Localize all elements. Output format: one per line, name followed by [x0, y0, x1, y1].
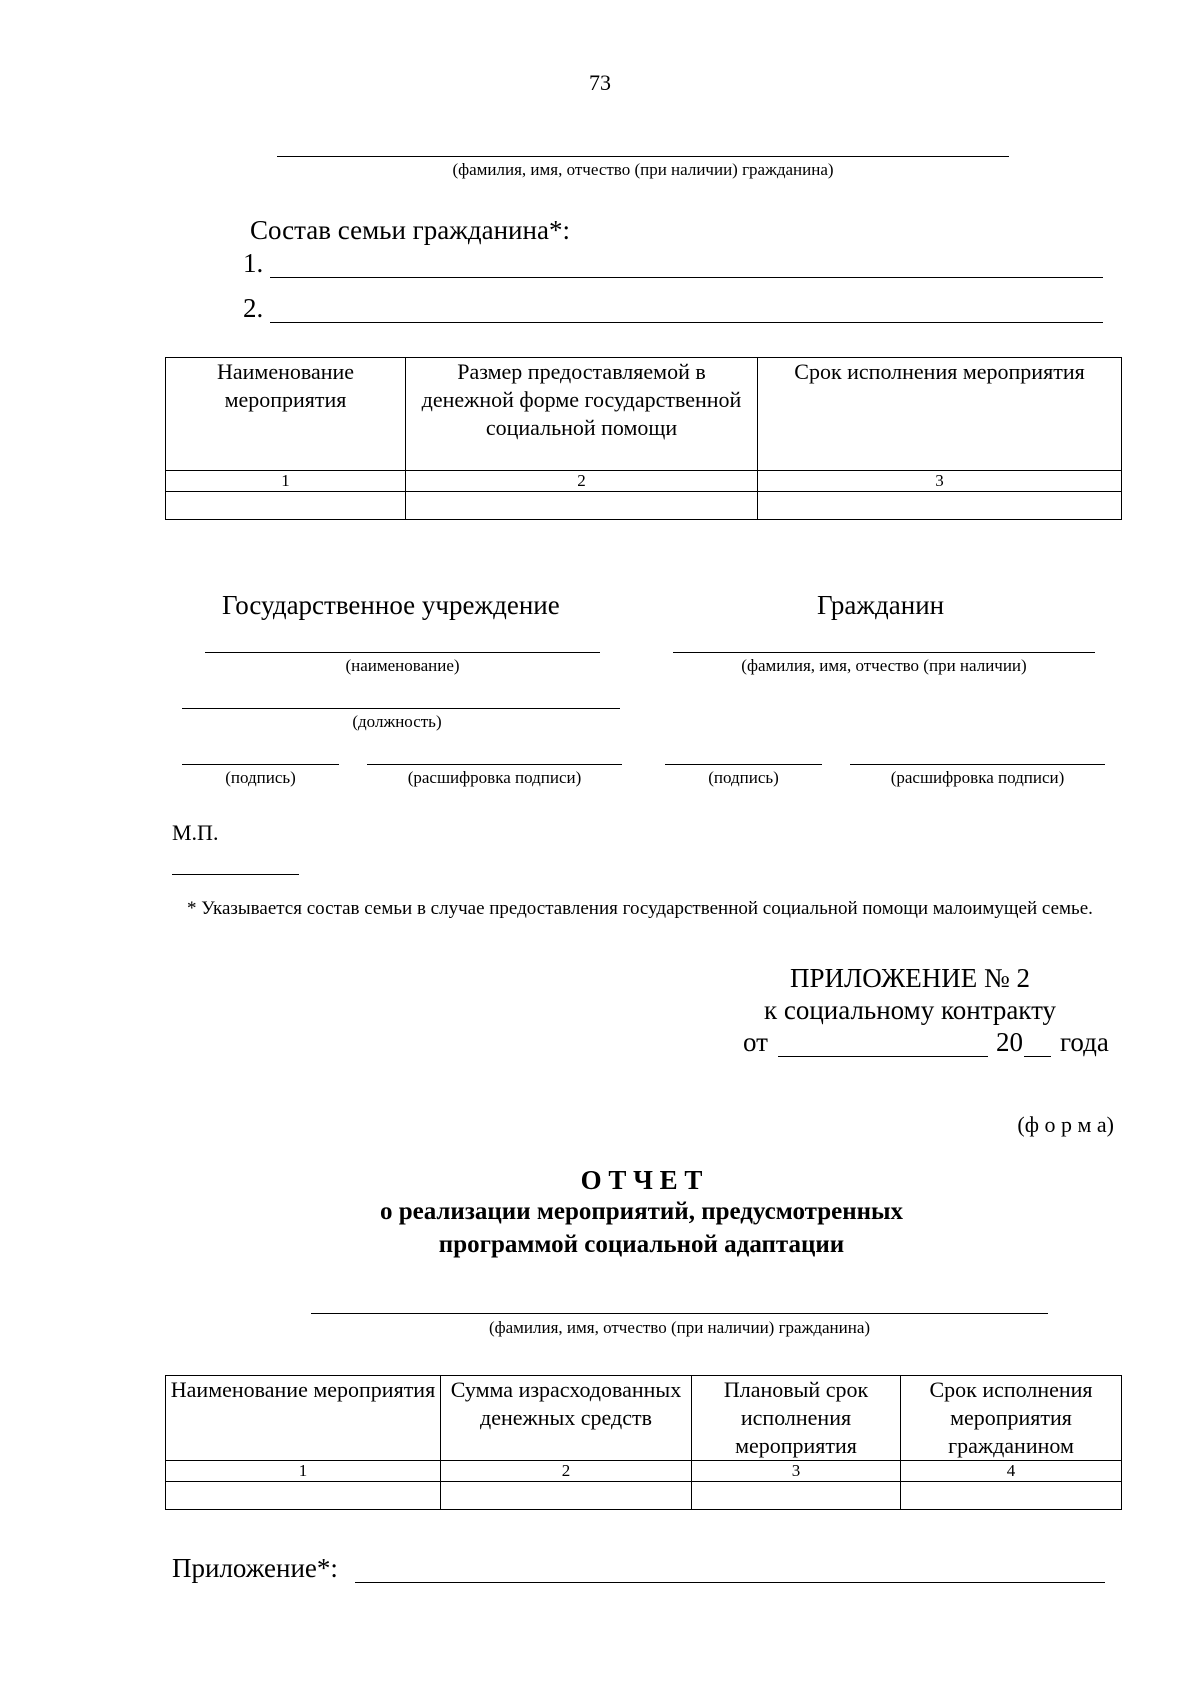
institution-name-caption: (наименование) [345, 656, 460, 675]
report-subtitle-2: программой социальной адаптации [438, 1231, 845, 1258]
institution-name-line[interactable] [205, 652, 600, 653]
report-citizen-name-caption: (фамилия, имя, отчество (при наличии) гражданина) [488, 1318, 871, 1337]
attachment-label: Приложение*: [172, 1553, 338, 1583]
table-header-row [166, 358, 1122, 471]
column-number: 1 [166, 471, 406, 492]
column-number: 2 [406, 471, 758, 492]
citizen-signature-caption: (подпись) [708, 768, 779, 787]
citizen-fullname-caption: (фамилия, имя, отчество (при наличии) [741, 656, 1027, 675]
table-cell[interactable] [692, 1482, 901, 1510]
form-label: (ф о р м а) [1017, 1112, 1114, 1137]
column-number: 1 [166, 1461, 441, 1482]
table-number-row [166, 471, 1122, 492]
table-cell[interactable] [901, 1482, 1122, 1510]
column-number: 3 [758, 471, 1122, 492]
family-heading: Состав семьи гражданина*: [250, 215, 570, 245]
table-cell[interactable] [166, 1482, 441, 1510]
appendix-date-line[interactable] [778, 1056, 988, 1057]
table-cell[interactable] [166, 492, 406, 520]
report-citizen-name-line[interactable] [311, 1313, 1048, 1314]
report-table [165, 1375, 1122, 1510]
institution-title: Государственное учреждение [222, 590, 560, 620]
citizen-decoding-line[interactable] [850, 764, 1105, 765]
citizen-signature-line[interactable] [665, 764, 822, 765]
citizen-fullname-line[interactable] [673, 652, 1095, 653]
institution-decoding-line[interactable] [367, 764, 622, 765]
measures-table [165, 357, 1122, 520]
footnote-separator [172, 874, 299, 875]
header-aid-amount: Размер предоставляемой в денежной форме государственной социальной помощи [406, 358, 758, 471]
table-header-row [166, 1376, 1122, 1461]
column-number: 3 [692, 1461, 901, 1482]
stamp-label: М.П. [172, 820, 219, 845]
header-measure-name: Наименование мероприятия [166, 358, 406, 471]
institution-signature-caption: (подпись) [225, 768, 296, 787]
table-cell[interactable] [758, 492, 1122, 520]
appendix-date-suffix: года [1060, 1027, 1109, 1057]
column-number: 2 [441, 1461, 692, 1482]
footnote: * Указывается состав семьи в случае предоставления государственной социальной помощи малоимущей семье. [187, 898, 1093, 919]
table-row [166, 492, 1122, 520]
appendix-date-year: 20 [996, 1027, 1023, 1057]
header-actual-deadline: Срок исполнения мероприятия гражданином [901, 1376, 1122, 1461]
table-number-row [166, 1461, 1122, 1482]
position-line[interactable] [182, 708, 620, 709]
column-number: 4 [901, 1461, 1122, 1482]
family-item-2-number: 2. [243, 293, 264, 323]
header-measure-deadline: Срок исполнения мероприятия [758, 358, 1122, 471]
appendix-year-line[interactable] [1024, 1056, 1051, 1057]
family-item-1-line[interactable] [270, 277, 1103, 278]
appendix-subtitle: к социальному контракту [763, 995, 1057, 1025]
citizen-name-caption: (фамилия, имя, отчество (при наличии) гражданина) [452, 160, 834, 179]
family-item-2-line[interactable] [270, 322, 1103, 323]
attachment-line[interactable] [355, 1582, 1105, 1583]
citizen-decoding-caption: (расшифровка подписи) [890, 768, 1065, 787]
table-cell[interactable] [406, 492, 758, 520]
report-subtitle-1: о реализации мероприятий, предусмотренных [379, 1198, 904, 1225]
report-title: О Т Ч Е Т [580, 1165, 703, 1195]
page-number: 73 [589, 70, 611, 95]
institution-decoding-caption: (расшифровка подписи) [407, 768, 582, 787]
appendix-title: ПРИЛОЖЕНИЕ № 2 [789, 963, 1031, 993]
institution-signature-line[interactable] [182, 764, 339, 765]
citizen-name-line[interactable] [277, 156, 1009, 157]
citizen-title: Гражданин [817, 590, 945, 620]
header-measure-name: Наименование мероприятия [166, 1376, 441, 1461]
table-cell[interactable] [441, 1482, 692, 1510]
family-item-1-number: 1. [243, 248, 264, 278]
header-spent-amount: Сумма израсходованных денежных средств [441, 1376, 692, 1461]
table-row [166, 1482, 1122, 1510]
appendix-date-prefix: от [743, 1027, 768, 1057]
position-caption: (должность) [352, 712, 442, 731]
header-planned-deadline: Плановый срок исполнения мероприятия [692, 1376, 901, 1461]
